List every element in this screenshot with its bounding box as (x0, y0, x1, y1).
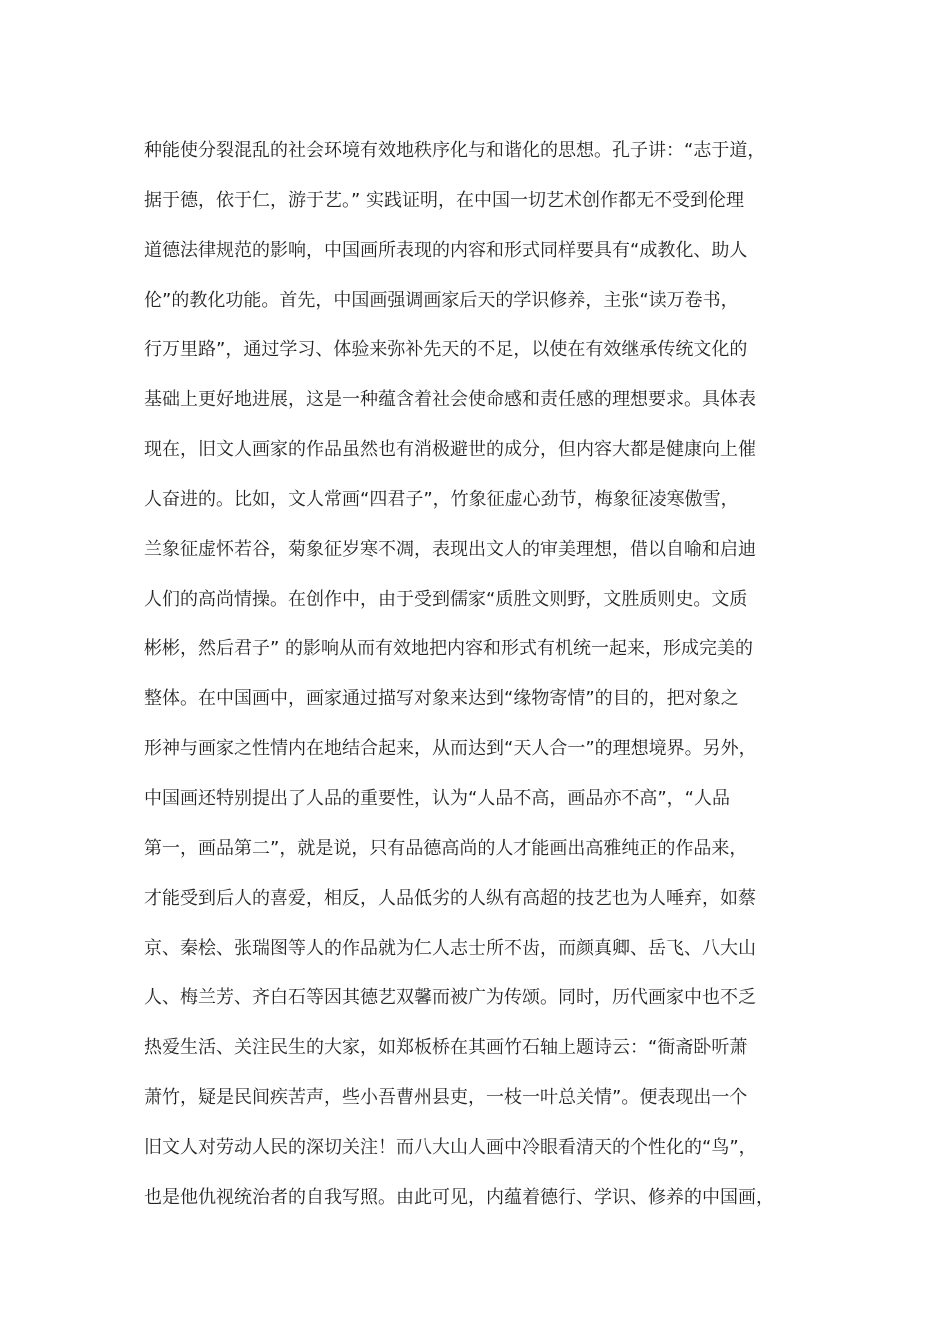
text-line: 第一，画品第二”，就是说，只有品德高尚的人才能画出高雅纯正的作品来， (144, 837, 748, 859)
text-line: 也是他仇视统治者的自我写照。由此可见，内蕴着德行、学识、修养的中国画， (144, 1186, 774, 1208)
text-line: 种能使分裂混乱的社会环境有效地秩序化与和谐化的思想。孔子讲：“志于道， (144, 140, 766, 161)
text-line: 道德法律规范的影响，中国画所表现的内容和形式同样要具有“成教化、助人 (144, 239, 748, 261)
text-line: 据于德，依于仁，游于艺。” 实践证明，在中国一切艺术创作都无不受到伦理 (144, 189, 745, 211)
text-line: 基础上更好地进展，这是一种蕴含着社会使命感和责任感的理想要求。具体表 (144, 389, 756, 411)
text-line: 旧文人对劳动人民的深切关注！而八大山人画中冷眼看清天的个性化的“鸟”， (144, 1136, 757, 1158)
text-line: 伦”的教化功能。首先，中国画强调画家后天的学识修养，主张“读万卷书， (144, 289, 739, 311)
text-line: 兰象征虚怀若谷，菊象征岁寒不凋，表现出文人的审美理想，借以自喻和启迪 (144, 538, 756, 560)
text-line: 京、秦桧、张瑞图等人的作品就为仁人志士所不齿，而颜真卿、岳飞、八大山 (144, 937, 756, 959)
text-line: 行万里路”，通过学习、体验来弥补先天的不足，以使在有效继承传统文化的 (144, 339, 748, 361)
text-line: 热爱生活、关注民生的大家，如郑板桥在其画竹石轴上题诗云：“衙斋卧听萧 (144, 1037, 748, 1059)
text-line: 人、梅兰芳、齐白石等因其德艺双馨而被广为传颂。同时，历代画家中也不乏 (144, 987, 756, 1009)
text-line: 人们的高尚情操。在创作中，由于受到儒家“质胜文则野，文胜质则史。文质 (144, 588, 748, 610)
text-line: 整体。在中国画中，画家通过描写对象来达到“缘物寄情”的目的，把对象之 (144, 688, 739, 710)
body-paragraph (144, 136, 809, 1233)
text-line: 现在，旧文人画家的作品虽然也有消极避世的成分，但内容大都是健康向上催 (144, 439, 756, 461)
text-line: 形神与画家之性情内在地结合起来，从而达到“天人合一”的理想境界。另外， (144, 738, 757, 760)
text-line: 中国画还特别提出了人品的重要性，认为“人品不高，画品亦不高”，“人品 (144, 787, 730, 809)
text-line: 才能受到后人的喜爱，相反，人品低劣的人纵有高超的技艺也为人唾弃，如蔡 (144, 887, 756, 909)
text-line: 彬彬，然后君子” 的影响从而有效地把内容和形式有机统一起来，形成完美的 (144, 638, 754, 660)
text-line: 萧竹，疑是民间疾苦声，些小吾曹州县吏，一枝一叶总关情”。便表现出一个 (144, 1087, 748, 1109)
text-line: 人奋进的。比如，文人常画“四君子”，竹象征虚心劲节，梅象征凌寒傲雪， (144, 488, 739, 510)
